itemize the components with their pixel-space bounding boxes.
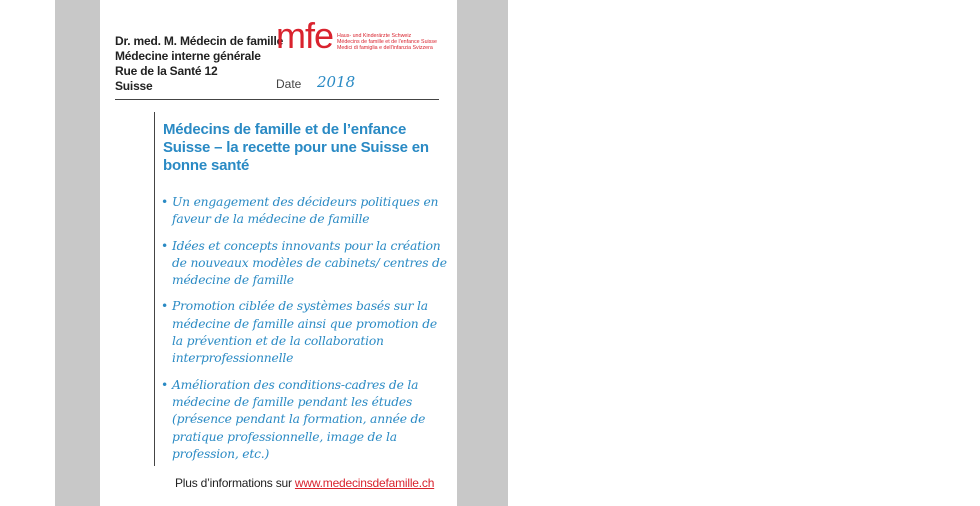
sender-specialty: Médecine interne générale [115,49,261,63]
headline: Médecins de famille et de l’enfance Suisse – la recette pour une Suisse en bonne santé [163,121,429,174]
bullet-dot: • [161,377,169,392]
list-item [160,238,450,290]
bullet-list [160,194,450,472]
bullet-dot: • [161,195,169,209]
date-value: 2018 [317,73,356,91]
sender-street: Rue de la Santé 12 [115,64,218,78]
bullet-text: Amélioration des conditions-cadres de la médecine de famille pendant les études (présence pendant la formation, année de pratique professionnelle, image de la profession, etc.) [172,377,426,461]
sender-country: Suisse [115,79,153,93]
website-link[interactable]: www.medecinsdefamille.ch [294,476,435,490]
bullet-dot: • [161,299,169,314]
list-item [160,377,450,463]
bullet-dot: • [161,238,169,253]
footer-prefix: Plus d’informations sur [175,476,295,490]
sender-name: Dr. med. M. Médecin de famille [115,34,284,48]
header-divider [115,99,439,100]
bullet-text: Un engagement des décideurs politiques en faveur de la médecine de famille [172,195,439,227]
bullet-text: Idées et concepts innovants pour la création de nouveaux modèles de cabinets/ centres de médecine de famille [172,238,447,288]
sender-address [115,34,283,94]
list-item [160,298,450,367]
content-margin-line [154,112,155,466]
list-item [160,194,450,229]
document-page [100,0,457,506]
footer-info [175,476,434,490]
logo-subtitle-fr: Médecins de famille et de l'enfance Suisse [337,39,437,45]
logo-subtitle [337,33,437,51]
logo-subtitle-it: Medici di famiglia e dell'infanzia Svizzera [337,45,433,51]
logo-subtitle-de: Haus- und Kinderärzte Schweiz [337,33,412,39]
bullet-text: Promotion ciblée de systèmes basés sur la médecine de famille ainsi que promotion de la prévention et de la collaboration interprofessionnelle [172,299,437,366]
date-label: Date [276,77,302,91]
mfe-logo: mfe [276,15,334,56]
